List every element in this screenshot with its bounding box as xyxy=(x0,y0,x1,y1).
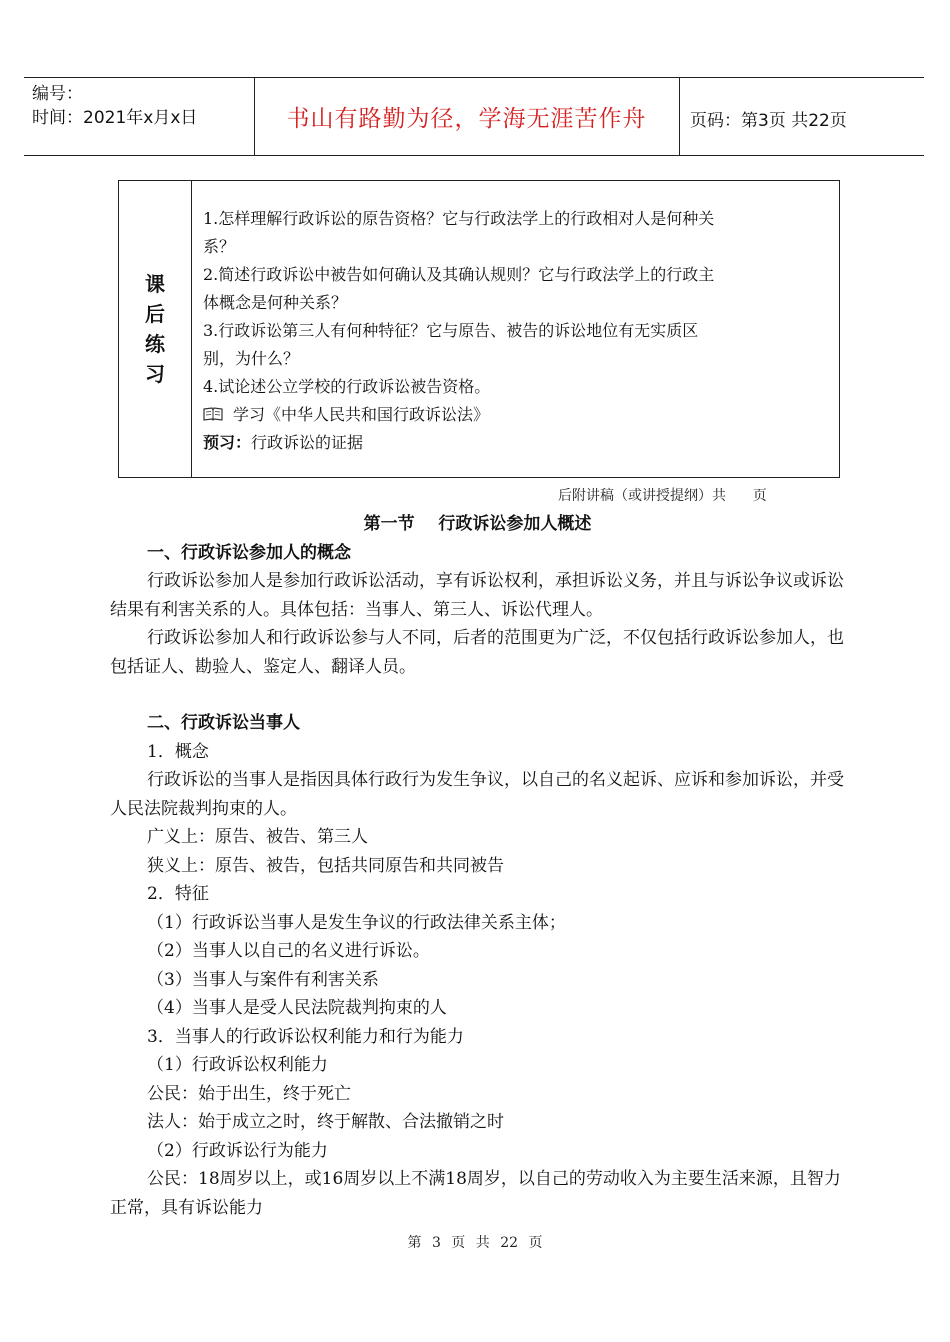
exercise-label-char: 课 xyxy=(145,272,165,296)
appendix-note: 后附讲稿（或讲授提纲）共 页 xyxy=(558,488,767,504)
list-item: （2）当事人以自己的名义进行诉讼。 xyxy=(147,941,430,961)
text-line: 广义上：原告、被告、第三人 xyxy=(147,827,368,847)
lecture-body xyxy=(110,510,845,1222)
heading-concept: 一、行政诉讼参加人的概念 xyxy=(147,542,351,563)
book-icon xyxy=(203,407,223,421)
header-divider xyxy=(679,77,680,155)
header-page-info: 页码：第3页 共22页 xyxy=(690,111,847,131)
exercise-item: 1.怎样理解行政诉讼的原告资格？它与行政法学上的行政相对人是何种关 xyxy=(203,209,715,228)
text-line: 狭义上：原告、被告，包括共同原告和共同被告 xyxy=(147,855,504,876)
exercise-item: 系？ xyxy=(203,237,236,256)
exercise-content xyxy=(203,205,829,457)
time-label: 时间：2021年x月x日 xyxy=(32,108,198,128)
paragraph: 行政诉讼参加人和行政诉讼参与人不同，后者的范围更为广泛，不仅包括行政诉讼参加人，也包括证人、勘验人、鉴定人、翻译人员。 xyxy=(110,628,844,677)
list-item: （3）当事人与案件有利害关系 xyxy=(147,969,379,990)
header-motto: 书山有路勤为径，学海无涯苦作舟 xyxy=(286,106,647,132)
study-line xyxy=(203,401,829,429)
exercise-item: 体概念是何种关系？ xyxy=(203,293,348,312)
spacer xyxy=(110,681,845,709)
exercise-label xyxy=(119,269,191,389)
list-item: （4）当事人是受人民法院裁判拘束的人 xyxy=(147,998,447,1018)
exercise-label-char: 练 xyxy=(145,332,165,356)
list-item: （1）行政诉讼权利能力 xyxy=(147,1055,328,1075)
subheading: 3．当事人的行政诉讼权利能力和行为能力 xyxy=(147,1026,464,1047)
exercise-label-char: 后 xyxy=(145,302,165,326)
header-bottom-rule xyxy=(24,155,924,156)
serial-label: 编号： xyxy=(32,84,83,104)
header-top-rule xyxy=(24,77,924,78)
exercise-table xyxy=(118,180,840,478)
paragraph: 公民：18周岁以上，或16周岁以上不满18周岁，以自己的劳动收入为主要生活来源，且智力正常，具有诉讼能力 xyxy=(110,1169,841,1218)
subheading: 2．特征 xyxy=(147,884,209,904)
preview-label: 预习： xyxy=(203,433,252,452)
subheading: 1．概念 xyxy=(147,741,209,762)
exercise-divider xyxy=(191,181,192,477)
heading-parties: 二、行政诉讼当事人 xyxy=(147,713,300,733)
exercise-label-char: 习 xyxy=(145,362,165,386)
preview-text: 行政诉讼的证据 xyxy=(251,433,364,452)
exercise-item: 3.行政诉讼第三人有何种特征？它与原告、被告的诉讼地位有无实质区 xyxy=(203,321,699,340)
header-meta xyxy=(32,82,197,130)
paragraph: 行政诉讼参加人是参加行政诉讼活动，享有诉讼权利，承担诉讼义务，并且与诉讼争议或诉讼结果有利害关系的人。具体包括：当事人、第三人、诉讼代理人。 xyxy=(110,571,844,620)
exercise-item: 2.简述行政诉讼中被告如何确认及其确认规则？它与行政法学上的行政主 xyxy=(203,265,715,284)
list-item: （1）行政诉讼当事人是发生争议的行政法律关系主体； xyxy=(147,912,566,933)
paragraph: 行政诉讼的当事人是指因具体行政行为发生争议，以自己的名义起诉、应诉和参加诉讼，并受人民法院裁判拘束的人。 xyxy=(110,770,844,819)
list-item: （2）行政诉讼行为能力 xyxy=(147,1140,328,1161)
exercise-item: 4.试论述公立学校的行政诉讼被告资格。 xyxy=(203,377,491,396)
section-title: 第一节 行政诉讼参加人概述 xyxy=(363,514,592,534)
text-line: 公民：始于出生，终于死亡 xyxy=(147,1083,351,1104)
study-text: 学习《中华人民共和国行政诉讼法》 xyxy=(233,405,490,424)
page-footer: 第 3 页 共 22 页 xyxy=(407,1235,543,1251)
exercise-item: 别，为什么？ xyxy=(203,349,300,368)
text-line: 法人：始于成立之时，终于解散、合法撤销之时 xyxy=(147,1112,504,1132)
preview-line xyxy=(203,429,829,457)
